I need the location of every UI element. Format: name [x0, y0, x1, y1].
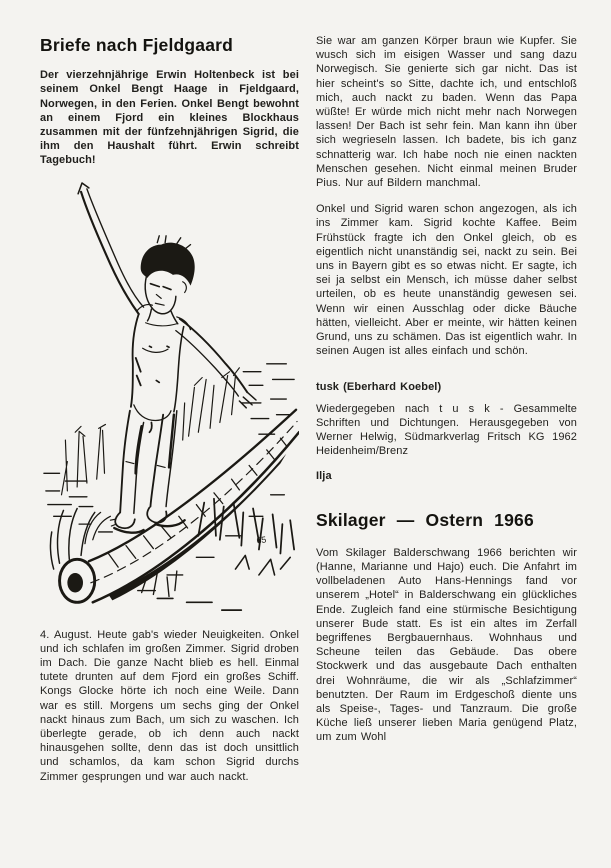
- article1-title: Briefe nach Fjeldgaard: [40, 35, 234, 55]
- article1-diary-entry: 4. August. Heute gab's wieder Neuigkeiten. Onkel und ich schlafen im großen Zimmer. Sigrid droben im Dach. Die ganze Nacht blieb es hell. Einmal tutete drunten auf dem Fjord ein großes Schiff. Kongs Glocke hörte ich noch eine Weile. Dann war es still. Morgens um sechs ging der Onkel nackt hinaus zum Bach, um sich zu waschen. Ich überlegte gerade, ob ich denn auch nackt hinausgehen sollte, denn das ist doch unsittlich und schamlos, da kam schon Sigrid durchs Zimmer gesprungen und war auch nackt.: [40, 628, 299, 783]
- article2-title: Skilager — Ostern 1966: [316, 509, 534, 530]
- article1-paragraph-breakfast: Onkel und Sigrid waren schon angezogen, als ich ins Zimmer kam. Sigrid kochte Kaffee. Beim Frühstück fragte ich den Onkel gleich, ob es eigentlich nicht unanständig sei, nackt zu sein. Bei uns in Bayern gibt es so etwas nicht. Er sagte, ich sei ja selbst ein Mensch, ich müsse daher selbst urteilen, ob es heute unanständig gewesen sei. Wenn wir einen Ausschlag oder dicke Bäuche hätten, vielleicht. Aber er meinte, wir hätten keinen Grund, uns zu schämen. Das ist eigentlich wahr. In seinen Augen ist alles einfach und schön.: [316, 203, 577, 358]
- left-column: [40, 34, 299, 850]
- article2-body: Vom Skilager Balderschwang 1966 berichten wir (Hanne, Marianne und Hajo) euch. Die Anfahrt im vollbeladenen Auto Hans-Hennings fand vor unserem „Hotel“ in Balderschwang ein glückliches Ende. Zugleich fand eine stürmische Besichtigung unserer Bude statt. Es ist ein altes im Zerfall begriffenes Bergbauernhaus. Wohnhaus und Scheune teilen das Gebäude. Das obere Stockwerk und das ausgebaute Dach enthalten drei Wohnräume, die wir als „Schlafzimmer“ benutzten. Der Raum im Erdgeschoß diente uns als Speise-, Tages- und Tanzraum. Die große Küche ließ unserer lieben Maria genügend Platz, um zum Wohl: [316, 546, 577, 744]
- log: [60, 409, 299, 602]
- article1-author: tusk (Eberhard Koebel): [316, 381, 442, 394]
- illustration-boy-on-log: [40, 180, 299, 620]
- article1-byline: Ilja: [316, 470, 332, 483]
- reeds-right: [183, 367, 240, 439]
- grass-bottom-right: [142, 498, 294, 609]
- artist-mark: 65: [255, 533, 267, 546]
- article1-paragraph-bath: Sie war am ganzen Körper braun wie Kupfer. Sie wusch sich im eisigen Wasser und sang dazu Norwegisch. Sie genierte sich gar nicht. Das ist hier scheint's so Sitte, dachte ich, und entschloß mich, auch nackt zu baden. Wenn das Papa wüßte! Er würde mich nicht mehr nach Norwegen lassen! Der Bach ist sehr fein. Man kann ihn über sich wegrieseln lassen. Ich badete, bis ich ganz schnatterig war. Ich habe noch nie einen nackten Menschen gesehen. Nicht einmal meinen Bruder Pius. Nur auf Bildern manchmal.: [316, 35, 577, 190]
- boy-legs: [110, 410, 184, 532]
- boy-head: [141, 235, 195, 323]
- boy-on-log-sketch: [40, 180, 299, 620]
- reeds-left: [62, 424, 106, 494]
- water-dashes-left: [44, 473, 93, 516]
- boy-torso: [131, 304, 256, 432]
- boy-raised-arm: [78, 183, 143, 314]
- article1-intro: Der vierzehnjährige Erwin Holtenbeck ist bei seinem Onkel Bengt Haage in Fjeldgaard, Norwegen, in den Ferien. Onkel Bengt bewohnt an einem Fjord ein kleines Blockhaus zusammen mit der fünfzehnjährigen Sigrid, die ihm den Haushalt führt. Erwin schreibt Tagebuch!: [40, 69, 299, 167]
- right-column: [316, 34, 577, 850]
- article1-source-note: Wiedergegeben nach t u s k - Gesammelte Schriften und Dichtungen. Herausgegeben von Werner Helwig, Südmarkverlag Fritsch KG 1962 Heidenheim/Brenz: [316, 402, 577, 458]
